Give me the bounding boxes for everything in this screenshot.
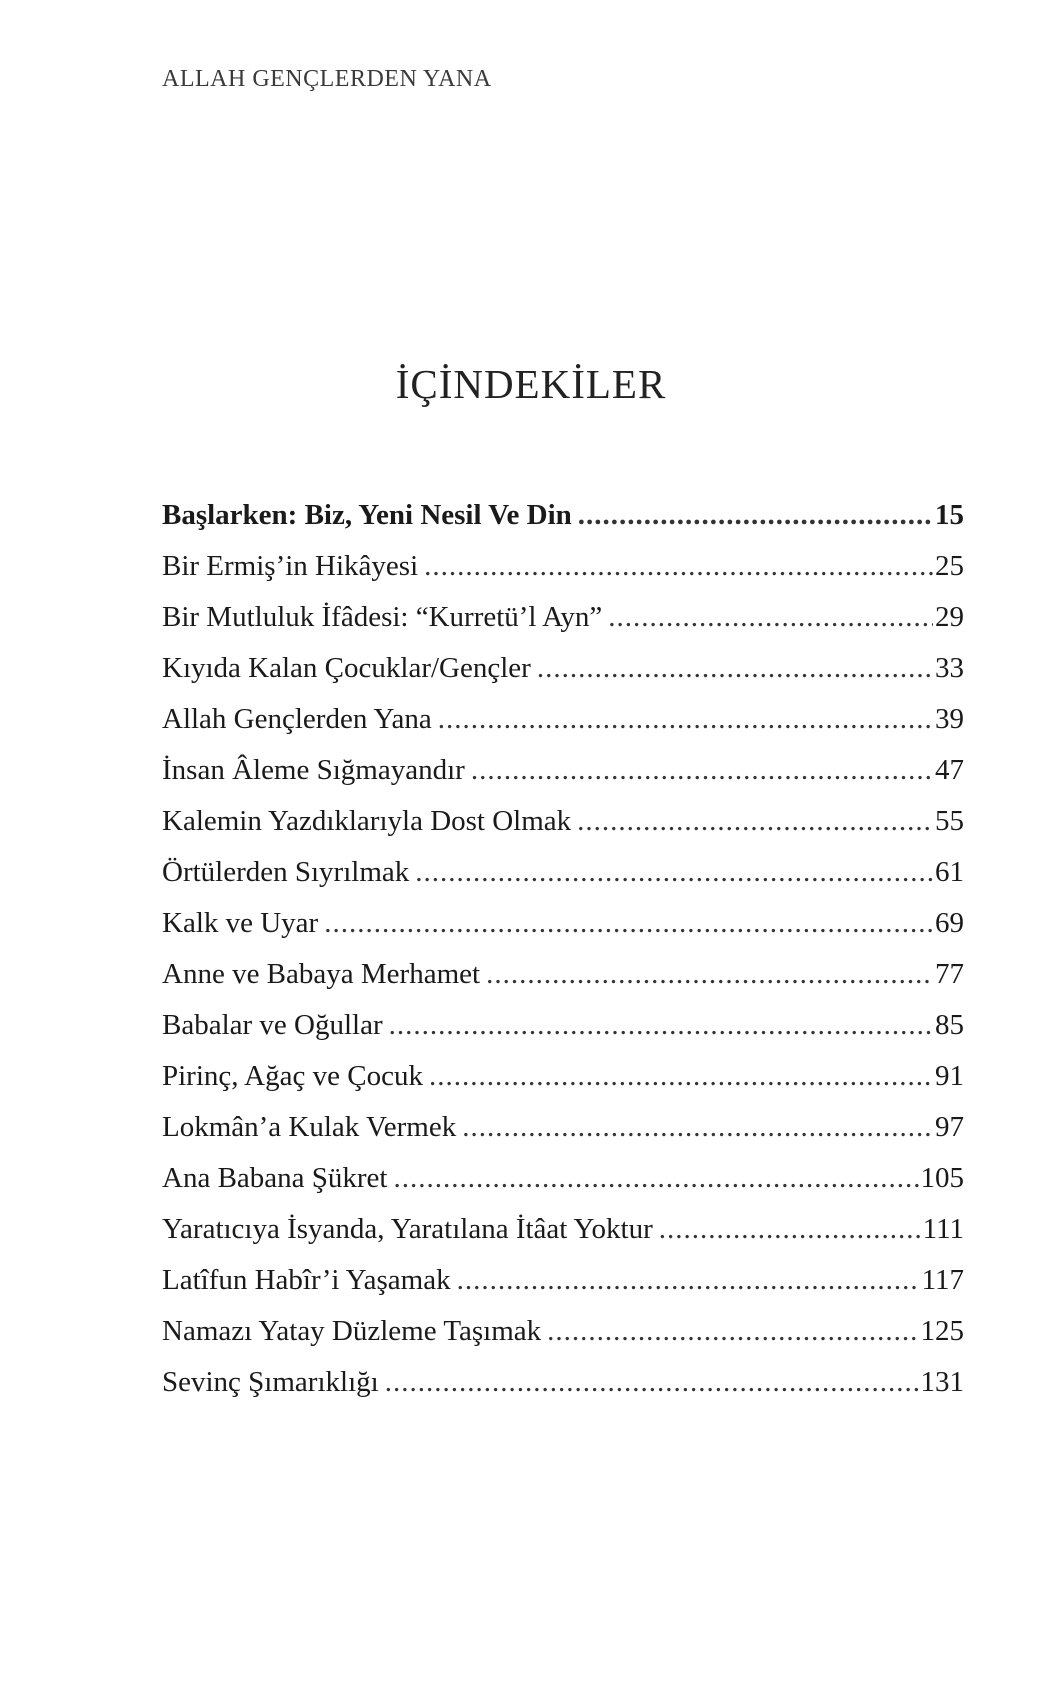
toc-entry-title: Lokmân’a Kulak Vermek [162, 1111, 457, 1143]
toc-entry-title: Yaratıcıya İsyanda, Yaratılana İtâat Yoktur [162, 1213, 653, 1245]
toc-entry-title: Kalemin Yazdıklarıyla Dost Olmak [162, 805, 572, 837]
dot-leader [324, 898, 933, 949]
toc-entry[interactable] [162, 490, 964, 541]
toc-entry-page: 69 [935, 907, 964, 939]
table-of-contents [162, 490, 964, 1408]
toc-entry-title: Örtülerden Sıyrılmak [162, 856, 410, 888]
dot-leader [578, 490, 933, 541]
toc-entry-page: 117 [921, 1264, 964, 1296]
toc-entry-page: 105 [920, 1162, 964, 1194]
toc-entry-title: İnsan Âleme Sığmayandır [162, 754, 465, 786]
toc-entry[interactable] [162, 898, 964, 949]
toc-entry-page: 111 [922, 1213, 964, 1245]
dot-leader [415, 847, 933, 898]
dot-leader [462, 1102, 933, 1153]
dot-leader [429, 1051, 933, 1102]
toc-entry[interactable] [162, 1204, 964, 1255]
toc-entry-page: 97 [935, 1111, 964, 1143]
toc-entry-page: 47 [935, 754, 964, 786]
dot-leader [471, 745, 933, 796]
page-title: İÇİNDEKİLER [395, 361, 667, 407]
toc-entry[interactable] [162, 745, 964, 796]
dot-leader [577, 796, 933, 847]
toc-entry[interactable] [162, 949, 964, 1000]
toc-entry[interactable] [162, 1102, 964, 1153]
dot-leader [394, 1153, 919, 1204]
dot-leader [424, 541, 933, 592]
toc-entry[interactable] [162, 1000, 964, 1051]
dot-leader [547, 1306, 918, 1357]
toc-entry-title: Allah Gençlerden Yana [162, 703, 432, 735]
toc-entry-page: 125 [920, 1315, 964, 1347]
dot-leader [537, 643, 933, 694]
toc-entry[interactable] [162, 592, 964, 643]
dot-leader [385, 1357, 919, 1408]
running-header: ALLAH GENÇLERDEN YANA [162, 66, 492, 92]
toc-entry[interactable] [162, 1255, 964, 1306]
toc-entry-title: Sevinç Şımarıklığı [162, 1366, 379, 1398]
toc-entry-page: 55 [935, 805, 964, 837]
toc-entry-page: 25 [935, 550, 964, 582]
dot-leader [438, 694, 933, 745]
toc-entry-title: Başlarken: Biz, Yeni Nesil Ve Din [162, 499, 572, 531]
toc-entry-title: Bir Ermiş’in Hikâyesi [162, 550, 419, 582]
toc-entry-title: Bir Mutluluk İfâdesi: “Kurretü’l Ayn” [162, 601, 603, 633]
toc-entry-page: 77 [935, 958, 964, 990]
toc-entry-page: 39 [935, 703, 964, 735]
toc-entry-title: Kıyıda Kalan Çocuklar/Gençler [162, 652, 531, 684]
toc-entry-title: Kalk ve Uyar [162, 907, 319, 939]
toc-entry-page: 85 [935, 1009, 964, 1041]
toc-entry-title: Pirinç, Ağaç ve Çocuk [162, 1060, 423, 1092]
toc-entry-title: Babalar ve Oğullar [162, 1009, 383, 1041]
toc-entry[interactable] [162, 643, 964, 694]
toc-entry-title: Latîfun Habîr’i Yaşamak [162, 1264, 451, 1296]
toc-entry-page: 33 [935, 652, 964, 684]
dot-leader [486, 949, 933, 1000]
toc-entry-title: Namazı Yatay Düzleme Taşımak [162, 1315, 542, 1347]
toc-entry[interactable] [162, 847, 964, 898]
toc-entry-page: 29 [935, 601, 964, 633]
dot-leader [608, 592, 933, 643]
toc-entry-page: 91 [935, 1060, 964, 1092]
dot-leader [457, 1255, 920, 1306]
toc-entry[interactable] [162, 1051, 964, 1102]
toc-entry-page: 61 [935, 856, 964, 888]
toc-entry-page: 131 [920, 1366, 964, 1398]
toc-entry-title: Ana Babana Şükret [162, 1162, 388, 1194]
toc-entry[interactable] [162, 1153, 964, 1204]
toc-entry[interactable] [162, 796, 964, 847]
toc-entry[interactable] [162, 1306, 964, 1357]
toc-entry-page: 15 [935, 499, 964, 531]
toc-entry[interactable] [162, 541, 964, 592]
toc-entry-title: Anne ve Babaya Merhamet [162, 958, 481, 990]
dot-leader [659, 1204, 921, 1255]
toc-entry[interactable] [162, 1357, 964, 1408]
toc-entry[interactable] [162, 694, 964, 745]
dot-leader [389, 1000, 933, 1051]
